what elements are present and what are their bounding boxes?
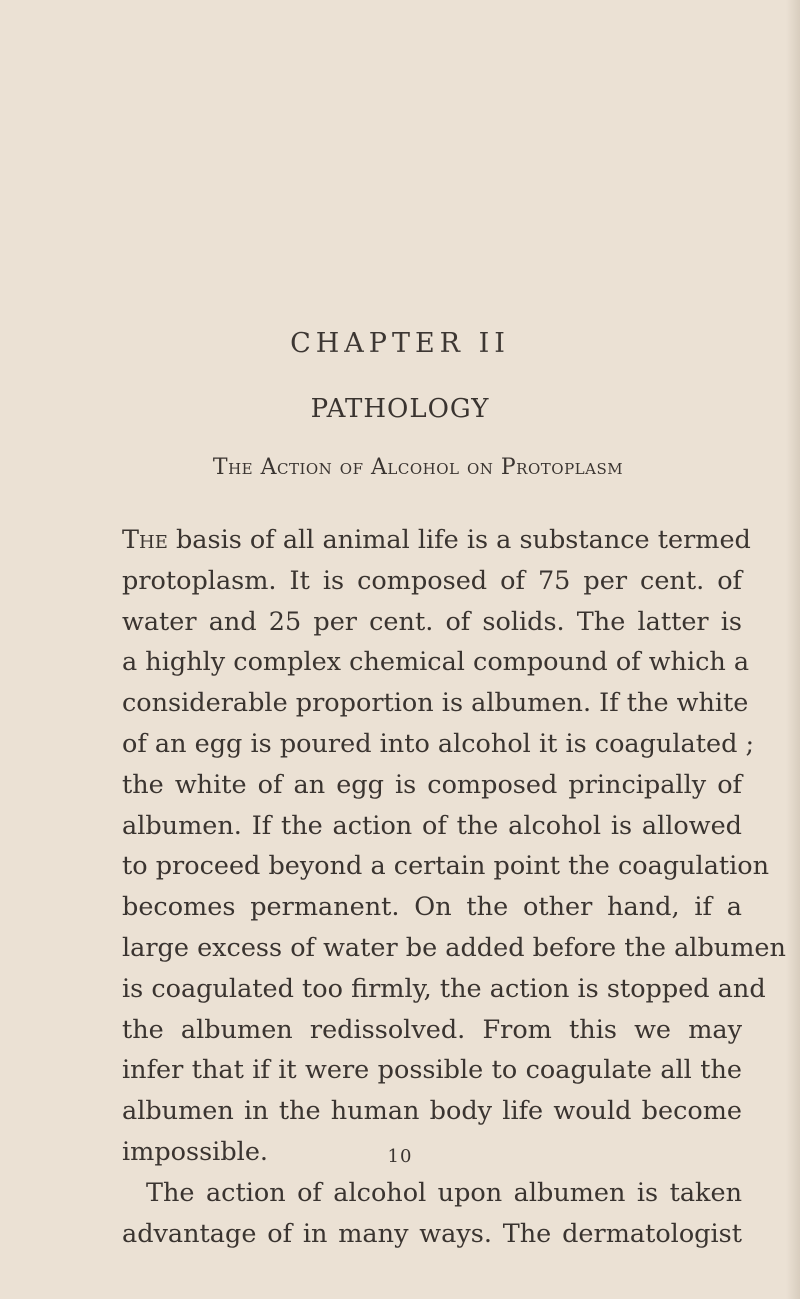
paragraph-1-line: the white of an egg is composed principally of <box>122 769 742 800</box>
paragraph-1-line: protoplasm. It is composed of 75 per cent. of <box>122 565 742 596</box>
paragraph-1-line: a highly complex chemical compound of which a <box>122 647 750 678</box>
paragraph-1-line-1 <box>122 520 751 561</box>
paragraph-1-line: considerable proportion is albumen. If the white <box>122 688 749 719</box>
paragraph-1-line: infer that if it were possible to coagulate all the <box>122 1055 742 1086</box>
paragraph-1-line-1-text: basis of all animal life is a substance termed <box>175 525 751 555</box>
paragraph-1-line: becomes permanent. On the other hand, if a <box>122 892 742 923</box>
section-title: The Action of Alcohol on Protoplasm <box>212 455 624 480</box>
paragraph-2-line: advantage of in many ways. The dermatologist <box>122 1218 742 1249</box>
chapter-heading: CHAPTER II <box>290 328 510 359</box>
lead-word: The <box>122 525 168 555</box>
body-text <box>122 520 786 1254</box>
page-edge-shadow <box>786 0 800 1299</box>
chapter-title: PATHOLOGY <box>310 394 490 424</box>
paragraph-1-line: albumen in the human body life would become <box>122 1096 742 1127</box>
paragraph-1-line: water and 25 per cent. of solids. The latter is <box>122 606 742 637</box>
paragraph-1-line: the albumen redissolved. From this we may <box>122 1014 742 1045</box>
paragraph-1-line: of an egg is poured into alcohol it is coagulated ; <box>122 728 755 759</box>
paragraph-1-line: is coagulated too firmly, the action is stopped and <box>122 973 766 1004</box>
paragraph-1-line: large excess of water be added before the albumen <box>122 932 786 963</box>
paragraph-1-line: albumen. If the action of the alcohol is allowed <box>122 810 742 841</box>
paragraph-2-line: The action of alcohol upon albumen is taken <box>146 1177 742 1208</box>
paragraph-1-line: to proceed beyond a certain point the coagulation <box>122 851 770 882</box>
page-number: 10 <box>387 1146 413 1167</box>
paragraph-1-line-last: impossible. <box>122 1136 269 1167</box>
